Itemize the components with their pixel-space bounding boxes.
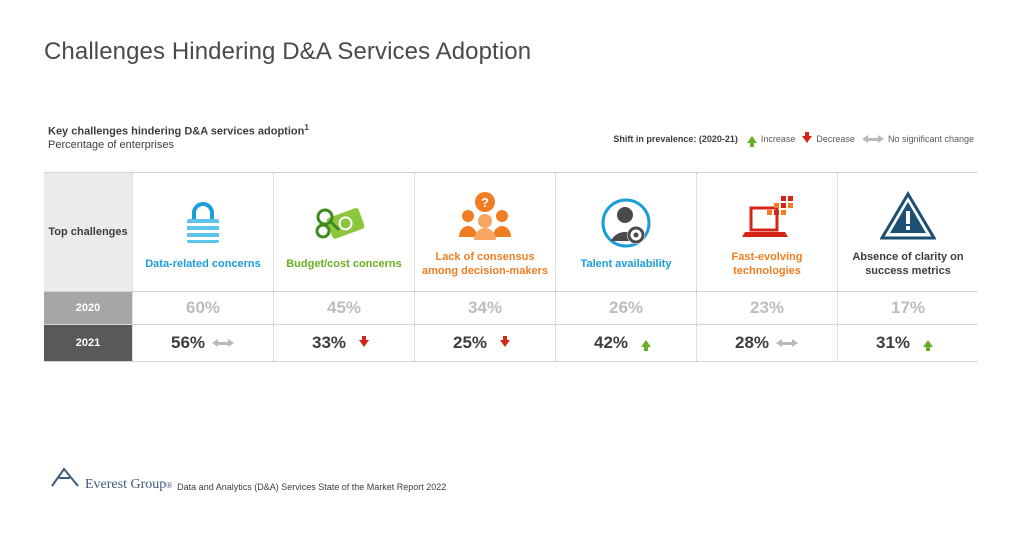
arrow-up-icon bbox=[747, 136, 757, 143]
cell-2021-fast-evolving bbox=[696, 325, 837, 361]
laptop-pixels-icon bbox=[737, 186, 797, 242]
column-fast-evolving bbox=[696, 173, 837, 291]
logo-text: Everest Group bbox=[85, 477, 167, 492]
page-title: Challenges Hindering D&A Services Adoption bbox=[44, 38, 532, 65]
row-label-2020: 2020 bbox=[44, 292, 132, 324]
column-budget-cost bbox=[273, 173, 414, 291]
trend-flat-icon bbox=[211, 339, 235, 348]
value-2021-budget-cost: 33% bbox=[311, 333, 347, 352]
people-question-icon bbox=[454, 186, 516, 242]
value-2020-budget-cost: 45% bbox=[326, 298, 362, 317]
person-gear-icon bbox=[598, 193, 654, 249]
legend-item-flat bbox=[862, 134, 974, 144]
column-talent bbox=[555, 173, 696, 291]
table-row bbox=[44, 324, 978, 361]
legend-label-increase: Increase bbox=[760, 134, 796, 144]
column-label-talent: Talent availability bbox=[580, 258, 672, 270]
value-2021-clarity: 31% bbox=[875, 333, 911, 352]
cell-2020-fast-evolving bbox=[696, 292, 837, 324]
arrow-down-icon bbox=[802, 136, 812, 143]
column-label-budget-cost: Budget/cost concerns bbox=[286, 258, 402, 270]
value-2021-consensus: 25% bbox=[452, 333, 488, 352]
legend bbox=[613, 134, 974, 144]
money-icon bbox=[309, 193, 379, 249]
everest-group-logo-icon bbox=[50, 466, 80, 493]
column-label-clarity: Absence of clarity on success metrics bbox=[852, 251, 964, 277]
cell-2020-data-related bbox=[132, 292, 273, 324]
value-2020-fast-evolving: 23% bbox=[749, 298, 785, 317]
value-2021-data-related: 56% bbox=[170, 333, 206, 352]
value-2021-talent: 42% bbox=[593, 333, 629, 352]
table-header-row bbox=[44, 173, 978, 291]
trend-down-icon bbox=[352, 340, 376, 347]
trend-down-icon bbox=[493, 340, 517, 347]
trend-flat-icon bbox=[775, 339, 799, 348]
cell-2021-talent bbox=[555, 325, 696, 361]
footer bbox=[50, 466, 446, 493]
column-label-consensus: Lack of consensus among decision-makers bbox=[422, 251, 548, 277]
chart-subtitle-text: Key challenges hindering D&A services adoption bbox=[48, 125, 305, 138]
trend-up-icon bbox=[634, 340, 658, 347]
footnote-marker: 1 bbox=[304, 123, 309, 132]
legend-item-increase bbox=[747, 134, 796, 144]
row-label-2021: 2021 bbox=[44, 325, 132, 361]
everest-group-wordmark bbox=[85, 477, 172, 493]
chart-subtitle-secondary: Percentage of enterprises bbox=[48, 139, 174, 151]
cell-2021-data-related bbox=[132, 325, 273, 361]
legend-item-decrease bbox=[802, 134, 855, 144]
trend-up-icon bbox=[916, 340, 940, 347]
cell-2020-budget-cost bbox=[273, 292, 414, 324]
column-consensus bbox=[414, 173, 555, 291]
column-label-fast-evolving: Fast-evolving technologies bbox=[731, 251, 803, 277]
value-2020-data-related: 60% bbox=[185, 298, 221, 317]
cell-2021-consensus bbox=[414, 325, 555, 361]
challenges-table bbox=[44, 172, 978, 362]
row-header-label: Top challenges bbox=[44, 173, 132, 291]
column-label-data-related: Data-related concerns bbox=[145, 258, 261, 270]
column-data-related bbox=[132, 173, 273, 291]
arrow-flat-icon bbox=[862, 135, 884, 144]
warning-triangle-icon bbox=[880, 186, 936, 242]
legend-label-decrease: Decrease bbox=[816, 134, 855, 144]
cell-2020-consensus bbox=[414, 292, 555, 324]
value-2021-fast-evolving: 28% bbox=[734, 333, 770, 352]
legend-title: Shift in prevalence: (2020-21) bbox=[613, 134, 738, 144]
footer-source-text: Data and Analytics (D&A) Services State of the Market Report 2022 bbox=[177, 482, 447, 492]
value-2020-clarity: 17% bbox=[890, 298, 926, 317]
table-row bbox=[44, 291, 978, 324]
lock-icon bbox=[176, 193, 230, 249]
cell-2020-talent bbox=[555, 292, 696, 324]
cell-2021-budget-cost bbox=[273, 325, 414, 361]
column-clarity bbox=[837, 173, 978, 291]
legend-label-flat: No significant change bbox=[887, 134, 974, 144]
value-2020-consensus: 34% bbox=[467, 298, 503, 317]
cell-2021-clarity bbox=[837, 325, 978, 361]
svg-text:?: ? bbox=[481, 195, 489, 210]
cell-2020-clarity bbox=[837, 292, 978, 324]
value-2020-talent: 26% bbox=[608, 298, 644, 317]
chart-subtitle bbox=[48, 123, 309, 138]
logo-registered-mark: ® bbox=[166, 481, 173, 490]
